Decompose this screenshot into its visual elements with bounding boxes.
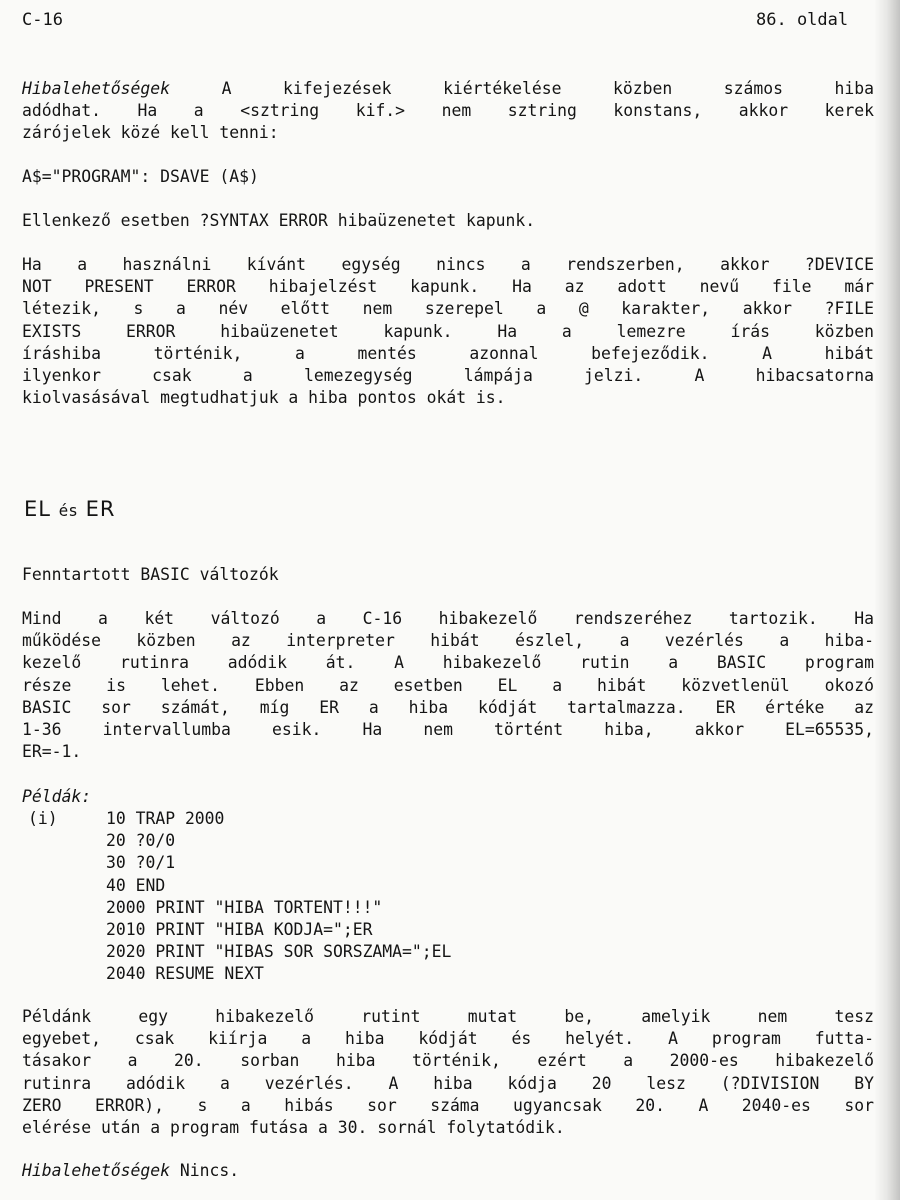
text-line: elérése után a program futása a 30. sornál folytatódik. xyxy=(22,1117,565,1137)
explanation-paragraph xyxy=(22,1006,874,1139)
text-line: Mind a két változó a C-16 hibakezelő rendszeréhez tartozik. Ha xyxy=(22,609,874,628)
error-heading-label: Hibalehetőségek xyxy=(22,1161,171,1180)
text-line: kiolvasásával megtudhatjuk a hiba pontos okát is. xyxy=(22,388,506,408)
text-line: BASIC sor számát, míg ER a hiba kódját tartalmazza. ER értéke az xyxy=(22,697,874,717)
text-line: rutinra adódik a vezérlés. A hiba kódja 20 lesz (?DIVISION BY xyxy=(22,1073,874,1093)
text-line: NOT PRESENT ERROR hibajelzést kapunk. Ha az adott nevű file már xyxy=(22,277,874,297)
syntax-error-note: Ellenkező esetben ?SYNTAX ERROR hibaüzenetet kapunk. xyxy=(22,211,536,230)
section-subtitle: Fenntartott BASIC változók xyxy=(22,565,279,584)
code-line: 10 TRAP 2000 xyxy=(106,809,225,828)
text-line: ilyenkor csak a lemezegység lámpája jelzi. A hibacsatorna xyxy=(22,365,874,385)
code-line: 2010 PRINT "HIBA KODJA=";ER xyxy=(106,919,373,939)
text-line: ER=-1. xyxy=(22,742,82,762)
device-error-paragraph xyxy=(22,254,874,409)
code-listing xyxy=(106,808,806,986)
page-number: 86. oldal xyxy=(756,10,849,30)
code-line: 2040 RESUME NEXT xyxy=(106,964,264,984)
text-line: EXISTS ERROR hibaüzenetet kapunk. Ha a lemezre írás közben xyxy=(22,321,874,341)
text-line: adódhat. Ha a <sztring kif.> nem sztring konstans, akkor kerek xyxy=(22,101,874,121)
error-intro-paragraph: Hibalehetőségek A kifejezések kiértékelése közben számos hiba adódhat. Ha a <sztring kif.> nem sztring konstans, akkor kerek zárójelek közé kell tenni: xyxy=(22,78,874,145)
text-line: zárójelek közé kell tenni: xyxy=(22,123,279,143)
text-line: 1-36 intervallumba esik. Ha nem történt hiba, akkor EL=65535, xyxy=(22,719,874,739)
text-line: kezelő rutinra adódik át. A hibakezelő rutin a BASIC program xyxy=(22,653,874,673)
text-line: íráshiba történik, a mentés azonnal befejeződik. A hibát xyxy=(22,343,874,363)
text-line: része is lehet. Ebben az esetben EL a hibát közvetlenül okozó xyxy=(22,675,874,695)
code-line: 2000 PRINT "HIBA TORTENT!!!" xyxy=(106,897,383,917)
variables-paragraph xyxy=(22,608,874,763)
code-line: 20 ?0/0 xyxy=(106,831,176,851)
text-line: létezik, s a név előtt nem szerepel a @ karakter, akkor ?FILE xyxy=(22,299,874,319)
error-heading-label: Hibalehetőségek xyxy=(22,79,171,98)
examples-label: Példák: xyxy=(22,787,92,806)
footer-note: Hibalehetőségek Nincs. xyxy=(22,1161,240,1180)
page-edge-shadow xyxy=(874,0,900,1200)
example-command: A$="PROGRAM": DSAVE (A$) xyxy=(22,167,259,186)
text-line: tásakor a 20. sorban hiba történik, ezért a 2000-es hibakezelő xyxy=(22,1051,874,1071)
code-line: 40 END xyxy=(106,875,166,895)
text-line: egyebet, csak kiírja a hiba kódját és helyét. A program futta- xyxy=(22,1029,874,1049)
example-index: (i) xyxy=(28,809,58,828)
section-title: EL és ER xyxy=(24,497,116,521)
text-line: Példánk egy hibakezelő rutint mutat be, amelyik nem tesz xyxy=(22,1007,874,1026)
text-line: ZERO ERROR), s a hibás sor száma ugyancsak 20. A 2040-es sor xyxy=(22,1095,874,1115)
text-line: működése közben az interpreter hibát észlel, a vezérlés a hiba- xyxy=(22,631,874,651)
text-line: Ha a használni kívánt egység nincs a rendszerben, akkor ?DEVICE xyxy=(22,255,874,274)
code-line: 2020 PRINT "HIBAS SOR SORSZAMA=";EL xyxy=(106,942,452,962)
code-line: 30 ?0/1 xyxy=(106,853,176,873)
chapter-code: C-16 xyxy=(22,10,63,30)
